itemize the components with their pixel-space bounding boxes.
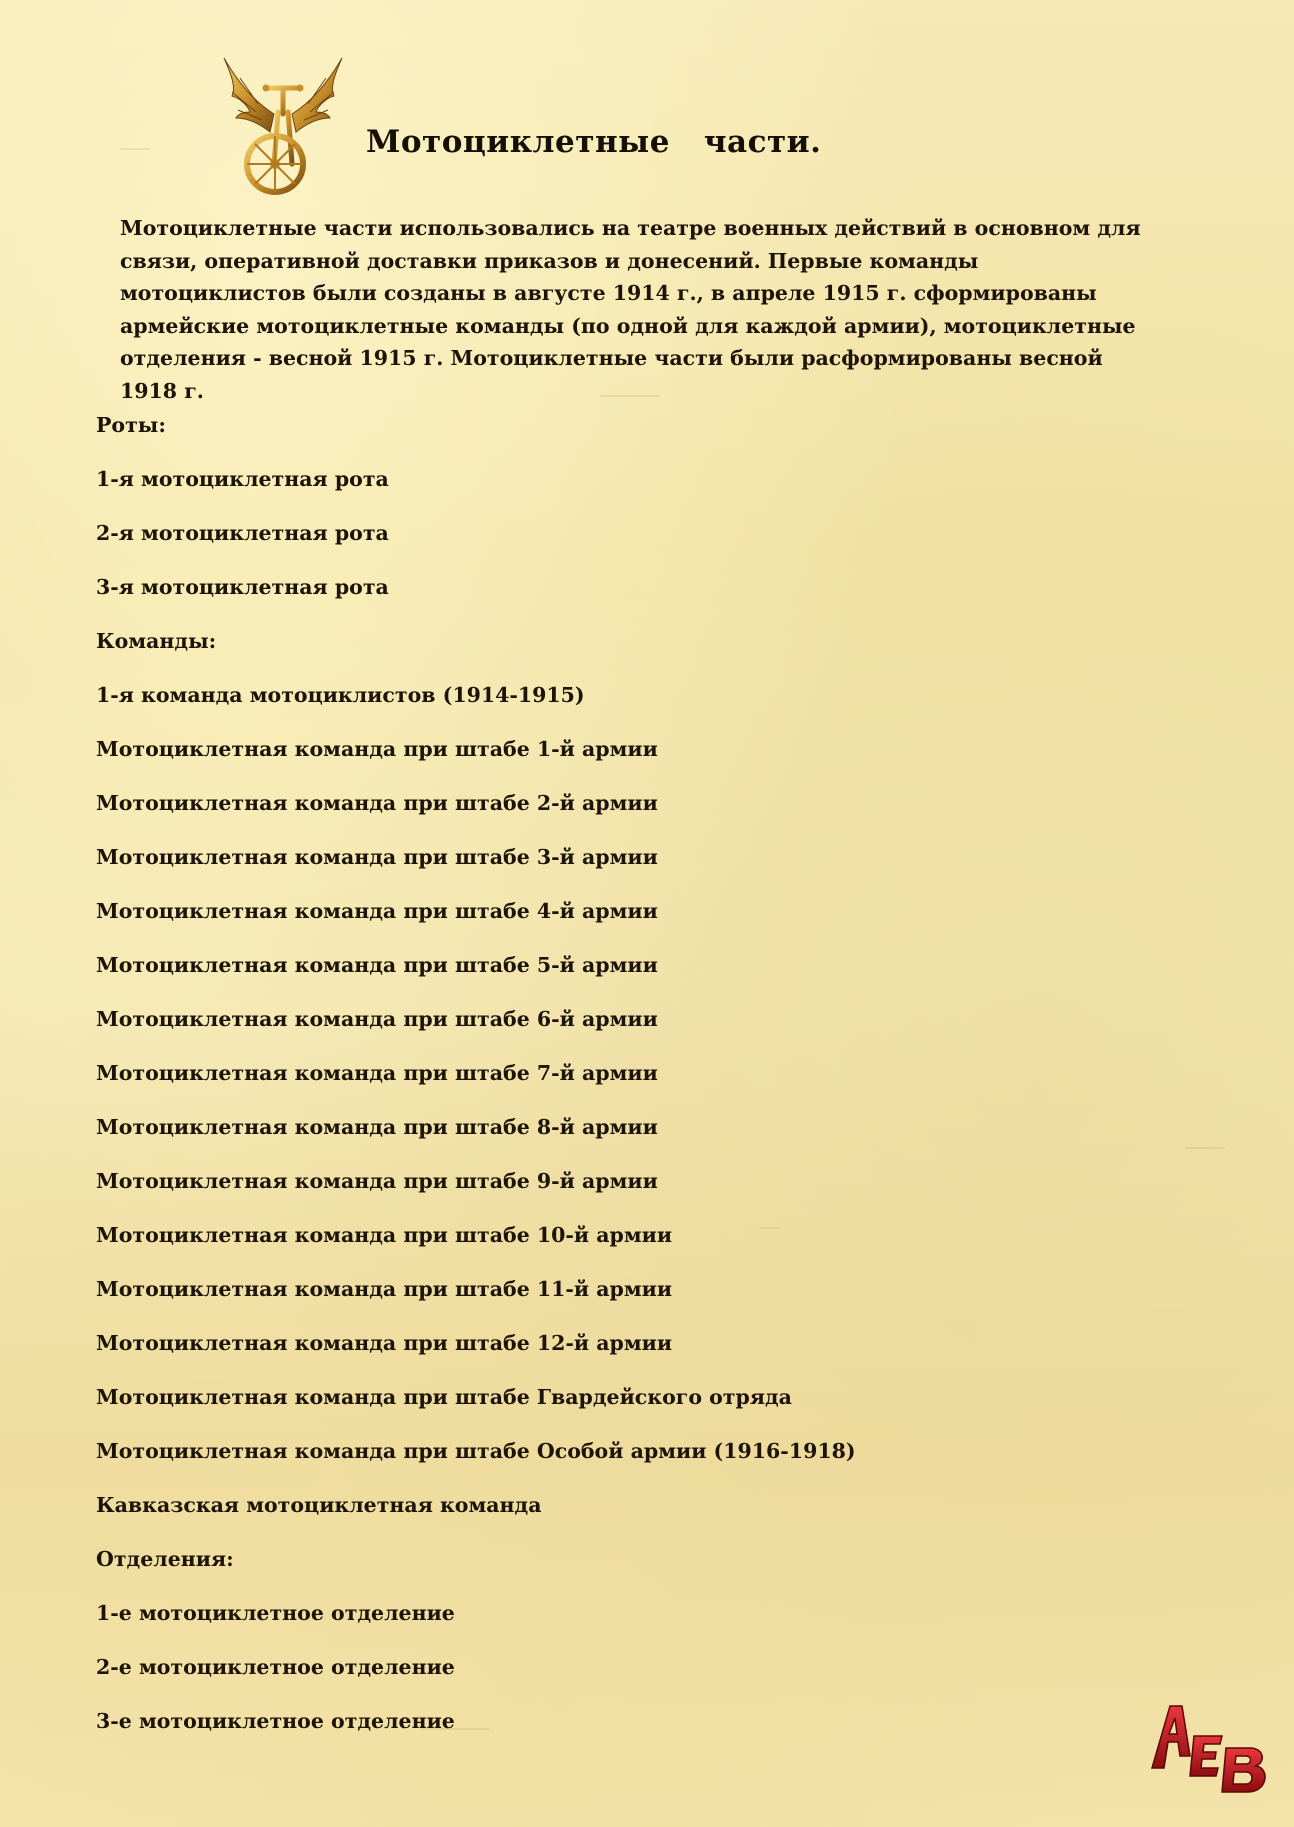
list-item: Мотоциклетная команда при штабе 10-й армии — [96, 1223, 673, 1247]
list-item: 3-я мотоциклетная рота — [96, 575, 389, 599]
list-item: Мотоциклетная команда при штабе Гвардейского отряда — [96, 1385, 792, 1409]
list-item: 2-е мотоциклетное отделение — [96, 1655, 455, 1679]
section-heading-companies: Роты: — [96, 413, 166, 437]
units-list — [96, 407, 856, 1757]
list-item: Кавказская мотоциклетная команда — [96, 1493, 542, 1517]
aev-monogram-logo — [1146, 1696, 1274, 1796]
list-item: Мотоциклетная команда при штабе 9-й армии — [96, 1169, 658, 1193]
list-item: 2-я мотоциклетная рота — [96, 521, 389, 545]
list-item: Мотоциклетная команда при штабе 1-й армии — [96, 737, 658, 761]
list-item: 3-е мотоциклетное отделение — [96, 1709, 455, 1733]
list-item: Мотоциклетная команда при штабе 2-й армии — [96, 791, 658, 815]
list-item: 1-я мотоциклетная рота — [96, 467, 389, 491]
list-item: 1-я команда мотоциклистов (1914-1915) — [96, 683, 585, 707]
list-item: Мотоциклетная команда при штабе 12-й армии — [96, 1331, 673, 1355]
list-item: Мотоциклетная команда при штабе 4-й армии — [96, 899, 658, 923]
list-item: Мотоциклетная команда при штабе 7-й армии — [96, 1061, 658, 1085]
page-title: Мотоциклетные части. — [366, 124, 822, 160]
list-item: Мотоциклетная команда при штабе 6-й армии — [96, 1007, 658, 1031]
section-heading-sections: Отделения: — [96, 1547, 234, 1571]
list-item: Мотоциклетная команда при штабе 11-й армии — [96, 1277, 673, 1301]
paper-streak — [120, 148, 150, 150]
list-item: Мотоциклетная команда при штабе 8-й армии — [96, 1115, 658, 1139]
list-item: Мотоциклетная команда при штабе 3-й армии — [96, 845, 658, 869]
section-heading-commands: Команды: — [96, 629, 217, 653]
intro-paragraph: Мотоциклетные части использовались на театре военных действий в основном для связи, оперативной доставки приказов и донесений. Первые команды мотоциклистов были созданы в августе 1914 г., в апреле 1915 г. сформированы армейские мотоциклетные команды (по одной для каждой армии), мотоциклетные отделения - весной 1915 г. Мотоциклетные части были расформированы весной 1918 г. — [120, 216, 1141, 403]
winged-wheel-emblem-icon — [218, 52, 348, 197]
list-item: Мотоциклетная команда при штабе Особой армии (1916-1918) — [96, 1439, 856, 1463]
paper-streak — [1185, 1147, 1225, 1149]
list-item: Мотоциклетная команда при штабе 5-й армии — [96, 953, 658, 977]
list-item: 1-е мотоциклетное отделение — [96, 1601, 455, 1625]
